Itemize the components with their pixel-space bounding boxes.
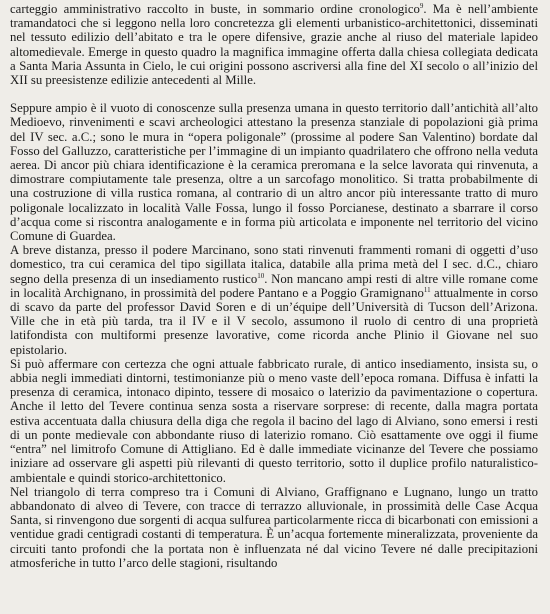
text-segment: attualmente in corso di scavo da parte del professor David Soren e di un’équipe dell’Università di Tucson dell’Arizona. Ville che in età più tarda, tra il IV e il V secolo, assumono il ruolo di centro di una proprietà latifondista con multiformi presenze lavorative, come ricorda anche Plinio il Giovane nel suo epistolario.: [10, 285, 538, 357]
paragraph-4: [10, 357, 538, 485]
text-segment: Seppure ampio è il vuoto di conoscenze sulla presenza umana in questo territorio dall’antichità all’alto Medioevo, rinvenimenti e scavi archeologici attestano la presenza stanziale di popolazioni già prima del IV sec. a.C.; sono le mura in “opera poligonale” (prossime al podere San Valentino) bordate dal Fosso del Galluzzo, caratteristiche per l’immagine di un impianto quadrilatero che offrono nella veduta aerea. Di ancor più chiara identificazione è la ceramica preromana e la selce lavorata qui rinvenuta, a dimostrare compiutamente tale presenza, oltre a un sarcofago monolitico. Si tratta probabilmente di una costruzione di villa rustica romana, al contrario di un altro ancor più interessante tratto di muro poligonale localizzato in località Valle Fossa, lungo il fosso Porcianese, destinato a sbarrare il corso d’acqua come si riscontra analogamente e in forma più articolata e imponente nel territorio del vicino Comune di Guardea.: [10, 101, 538, 244]
paragraph-1: [10, 2, 538, 87]
paragraph-5: [10, 485, 538, 570]
text-segment: A breve distanza, presso il podere Marcinano, sono stati rinvenuti frammenti romani di oggetti d’uso domestico, tra cui ceramica del tipo sigillata italica, databile alla prima metà del I sec. d.C., chiaro segno della presenza di un insediamento rustico: [10, 243, 538, 286]
paragraph-3: [10, 243, 538, 357]
footnote-marker-11: 11: [423, 285, 431, 294]
text-segment: . Ma è nell’ambiente tramandatoci che si leggono nella loro concretezza gli elementi urbanistico-architettonici, disseminati nel tessuto edilizio dell’abitato e tra le opere difensive, grazie anche al riuso del materiale lapideo altomedievale. Emerge in questo quadro la magnifica immagine offerta dalla chiesa collegiata dedicata a Santa Maria Assunta in Cielo, le cui origini possono ascriversi alla fine del XI secolo o all’inizio del XII su preesistenze edilizie antecedenti al Mille.: [10, 2, 539, 88]
footnote-marker-9: 9: [419, 2, 424, 10]
text-segment: Nel triangolo di terra compreso tra i Comuni di Alviano, Graffignano e Lugnano, lungo un tratto abbandonato di alveo di Tevere, con tracce di terrazzo alluvionale, in prossimità delle Case Acqua Santa, si rinvengono due sorgenti di acqua sulfurea particolarmente ricca di bicarbonati con emissioni a ventidue gradi centigradi costanti di temperatura. È un’acqua fortemente mineralizzata, proveniente da circuiti tanto profondi che la portata non è influenzata né dal vicino Tevere né dalle precipitazioni atmosferiche in tutto l’arco delle stagioni, risultando: [10, 484, 538, 570]
paragraph-2: [10, 101, 538, 243]
text-segment: . Non mancano ampi resti di altre ville romane come in località Archignano, in prossimità del podere Pantano e a Poggio Gramignano: [10, 271, 538, 300]
text-segment: Si può affermare con certezza che ogni attuale fabbricato rurale, di antico insediamento, insista su, o abbia negli immediati dintorni, testimonianze più o meno vaste dell’epoca romana. Diffusa è infatti la presenza di ceramica, intonaco dipinto, tessere di mosaico o laterizio da pavimentazione o copertura. Anche il letto del Tevere continua senza sosta a riservare sorprese: di recente, dalla magra portata estiva accentuata dalla chiusura della diga che regola il bacino del lago di Alviano, sono emersi i resti di un ponte medievale con abbondante riuso di laterizio romano. Ciò esattamente ove oggi il fiume “entra” nel limitrofo Comune di Attigliano. Ed è dalle immediate vicinanze del Tevere che possiamo iniziare ad osservare gli aspetti più rilevanti di questo territorio, sotto il duplice profilo naturalistico-ambientale e quindi storico-architettonico.: [10, 356, 538, 485]
text-segment: carteggio amministrativo raccolto in buste, in sommario ordine cronologico: [10, 2, 420, 16]
footnote-marker-10: 10: [257, 271, 265, 280]
